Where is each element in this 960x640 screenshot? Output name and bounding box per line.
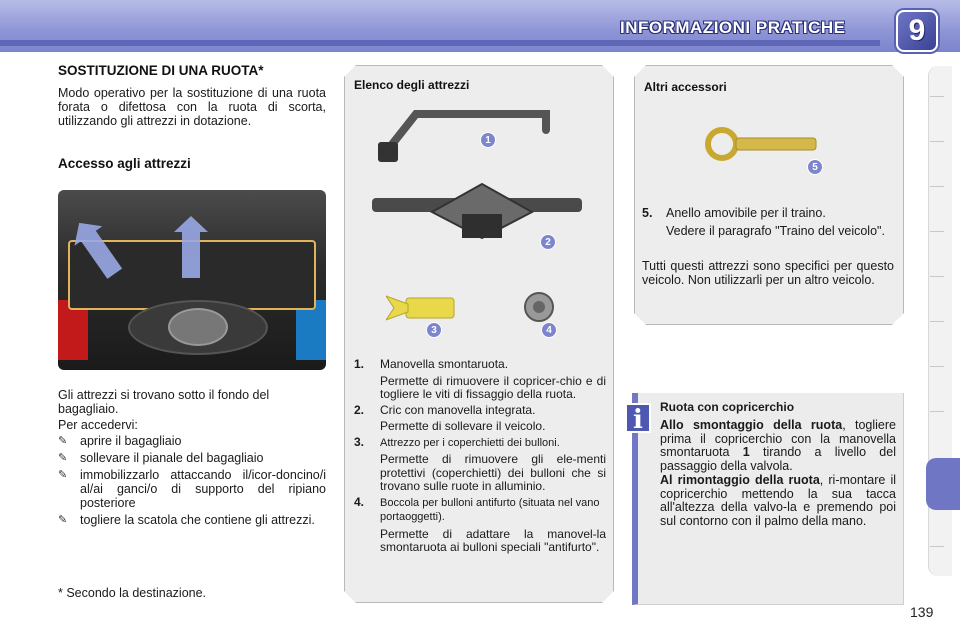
- antitheft-socket-icon: [522, 290, 556, 324]
- tab-divider: [930, 411, 944, 412]
- tab-divider: [930, 96, 944, 97]
- pencil-bullet-icon: ✎: [58, 469, 68, 481]
- chapter-tab-active[interactable]: [926, 458, 960, 510]
- wheel-brace-icon: [376, 104, 556, 164]
- tool-badge-5: 5: [807, 159, 823, 175]
- tab-divider: [930, 276, 944, 277]
- trunk-photo: [58, 190, 326, 370]
- accessories-note: Tutti questi attrezzi sono specifici per questo veicolo. Non utilizzarli per un altro veicolo.: [642, 259, 894, 287]
- list-item: ✎ aprire il bagagliaio: [58, 434, 182, 448]
- tab-divider: [930, 321, 944, 322]
- tool-badge-1: 1: [480, 132, 496, 148]
- list-item: 3. Attrezzo per i coperchietti dei bulloni. Permette di rimuovere gli ele-menti protettivi (coperchietti) dei bulloni che si trovano sulle ruote in alluminio.: [354, 434, 606, 493]
- tools-panel-title: Elenco degli attrezzi: [354, 78, 470, 92]
- pencil-bullet-icon: ✎: [58, 452, 68, 464]
- tool-list: [354, 358, 606, 557]
- list-item: 2. Cric con manovella integrata. Permette di sollevare il veicolo.: [354, 402, 546, 433]
- tab-divider: [930, 186, 944, 187]
- tool-badge-3: 3: [426, 322, 442, 338]
- accessory-item: 5. Anello amovibile per il traino. Vedere il paragrafo "Traino del veicolo".: [642, 206, 885, 238]
- tab-divider: [930, 366, 944, 367]
- page-number: 139: [910, 604, 934, 620]
- list-item: ✎ togliere la scatola che contiene gli attrezzi.: [58, 513, 315, 527]
- location-text: Gli attrezzi si trovano sotto il fondo del bagagliaio.: [58, 388, 270, 416]
- info-icon: i: [625, 403, 651, 433]
- access-intro: Per accedervi:: [58, 418, 138, 432]
- jack-icon: [362, 178, 592, 244]
- tab-divider: [930, 231, 944, 232]
- list-item: 1. Manovella smontaruota. Permette di rimuovere il copricer-chio e di togliere le viti di fissaggio della ruota.: [354, 357, 606, 401]
- info-paragraph-refit: Al rimontaggio della ruota, ri-montare il copricerchio mettendo la sua tacca all'altezza della valvo-la e premendo poi sul contorno con il palmo della mano.: [660, 473, 897, 528]
- access-steps-list: [58, 434, 326, 530]
- list-item: 4. Boccola per bulloni antifurto (situata nel vano portaoggetti). Permette di adattare la manovel-la smontaruota ai bulloni speciali "antifurto".: [354, 494, 606, 554]
- sub-title: Accesso agli attrezzi: [58, 156, 191, 171]
- chapter-badge: [896, 10, 938, 52]
- tab-divider: [930, 546, 944, 547]
- header-stripe: [0, 40, 880, 46]
- info-box-title: Ruota con copricerchio: [660, 400, 795, 414]
- intro-paragraph: Modo operativo per la sostituzione di una ruota forata o difettosa con la ruota di scorta, utilizzando gli attrezzi in dotazione.: [58, 86, 326, 128]
- lift-arrow-icon: [182, 230, 200, 278]
- towing-eye-icon: [704, 124, 820, 164]
- accessories-panel-title: Altri accessori: [644, 80, 727, 94]
- pencil-bullet-icon: ✎: [58, 435, 68, 447]
- page-header-title: INFORMAZIONI PRATICHE: [620, 18, 846, 37]
- section-title: SOSTITUZIONE DI UNA RUOTA*: [58, 63, 264, 78]
- tab-divider: [930, 141, 944, 142]
- list-item: ✎ immobilizzarlo attaccando il/icor-doncino/i al/ai ganci/o di supporto del ripiano posteriore: [58, 468, 326, 510]
- info-paragraph-removal: Allo smontaggio della ruota, togliere prima il copricerchio con la manovella smontaruota 1 tirando a livello del passaggio della valvola.: [660, 418, 896, 473]
- tool-badge-4: 4: [541, 322, 557, 338]
- list-item: ✎ sollevare il pianale del bagagliaio: [58, 451, 264, 465]
- chapter-number: 9: [908, 14, 926, 47]
- tool-badge-2: 2: [540, 234, 556, 250]
- spare-wheel: [168, 308, 228, 346]
- footnote: * Secondo la destinazione.: [58, 586, 207, 600]
- pencil-bullet-icon: ✎: [58, 514, 68, 526]
- bolt-cap-tool-icon: [386, 294, 456, 322]
